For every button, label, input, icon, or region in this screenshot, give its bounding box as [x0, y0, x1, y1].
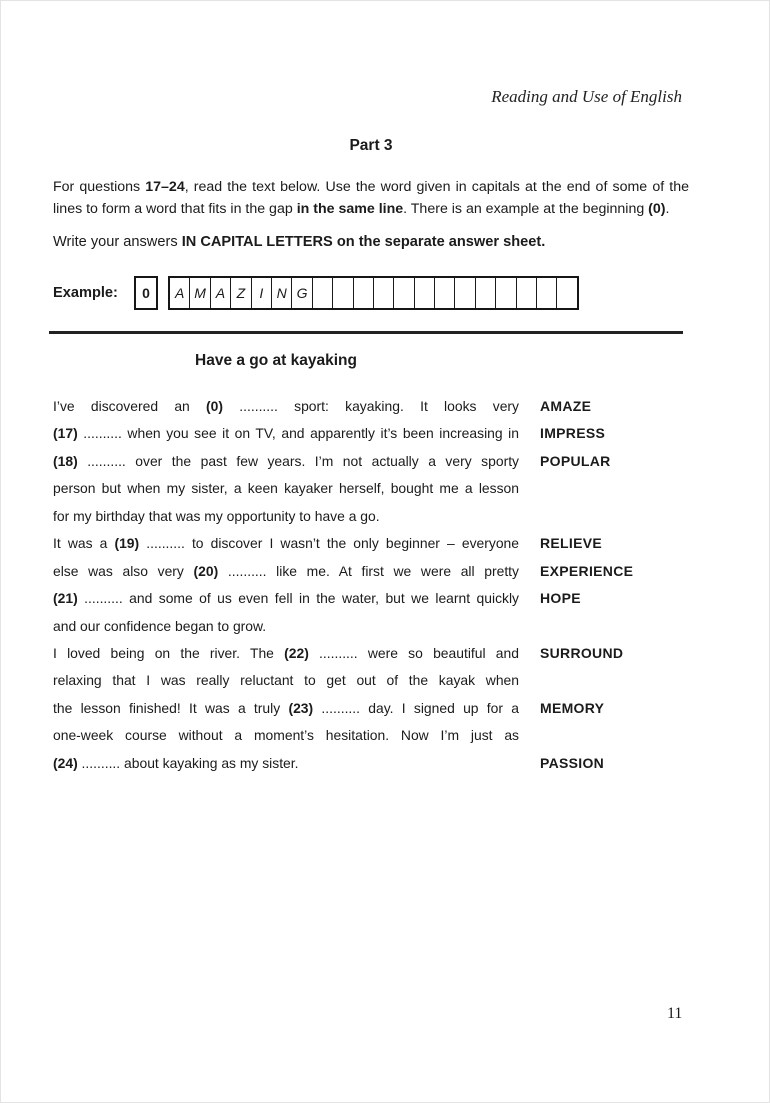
example-label: Example:: [53, 285, 118, 301]
passage-line-text: [53, 503, 519, 530]
instruction-line: [53, 177, 689, 199]
text-segment: .......... were so beautiful and: [308, 644, 519, 661]
keyword-label: MEMORY: [540, 699, 605, 716]
text-segment: .......... about kayaking as my sister.: [77, 754, 299, 771]
passage-line: [53, 558, 713, 585]
text-segment: .......... like me. At first we were all pretty: [218, 562, 519, 579]
passage-line: [53, 475, 713, 502]
passage-line-text: [53, 667, 519, 694]
part-title: Part 3: [349, 137, 393, 154]
answer-cell: [516, 278, 536, 308]
text-segment: lines to form a word that fits in the gap: [53, 200, 297, 217]
text-segment: (24): [53, 754, 78, 771]
text-segment: Write your answers: [53, 234, 182, 250]
passage-line: [53, 667, 713, 694]
passage-line-text: [53, 558, 519, 585]
text-segment: for my birthday that was my opportunity to have a go.: [53, 507, 380, 524]
text-segment: For questions: [53, 179, 146, 195]
example-answer-grid: [168, 276, 579, 310]
answer-cell: [312, 278, 332, 308]
passage-title: Have a go at kayaking: [195, 352, 357, 369]
answer-cell: [536, 278, 556, 308]
passage-line: [53, 530, 713, 557]
page-header: Reading and Use of English: [491, 87, 682, 106]
passage-line-text: [53, 448, 519, 475]
answer-cell: [434, 278, 454, 308]
text-segment: .......... over the past few years. I’m not actually a very sporty: [77, 452, 519, 469]
text-segment: else was also very: [53, 562, 194, 579]
text-segment: .......... day. I signed up for a: [313, 699, 520, 716]
answer-cell: [414, 278, 434, 308]
example-row: [53, 276, 579, 310]
passage-line-text: [53, 585, 519, 612]
text-segment: (18): [53, 452, 78, 469]
section-divider: [49, 331, 683, 334]
passage-line-text: [53, 722, 519, 749]
answer-cell: G: [291, 278, 311, 308]
text-segment: .......... and some of us even fell in the water, but we learnt quickly: [77, 590, 519, 607]
passage-line-text: [53, 750, 519, 777]
passage-line: [53, 640, 713, 667]
passage-line: [53, 695, 713, 722]
text-segment: in the same line: [296, 200, 404, 217]
text-segment: (17): [53, 425, 78, 442]
passage-line-text: [53, 530, 519, 557]
text-segment: relaxing that I was really reluctant to get out of the kayak when: [53, 672, 519, 689]
answer-cell: I: [251, 278, 271, 308]
text-segment: .......... when you see it on TV, and apparently it’s been increasing in: [77, 425, 519, 442]
keyword-label: EXPERIENCE: [540, 562, 634, 579]
text-segment: It was a: [53, 535, 115, 552]
write-answers-line: [53, 234, 545, 250]
text-segment: (20): [193, 562, 219, 579]
answer-cell: [556, 278, 576, 308]
text-segment: I loved being on the river. The: [53, 644, 285, 661]
passage-line-text: [53, 695, 519, 722]
keyword-label: AMAZE: [540, 398, 592, 414]
passage-line-text: [53, 393, 519, 420]
passage: [53, 393, 713, 777]
answer-cell: [332, 278, 352, 308]
answer-cell: A: [210, 278, 230, 308]
keyword-label: POPULAR: [540, 452, 611, 469]
text-segment: one-week course without a moment’s hesitation. Now I’m just as: [53, 727, 519, 744]
passage-line: [53, 722, 713, 749]
text-segment: the lesson finished! It was a truly: [53, 699, 289, 716]
passage-line-text: [53, 640, 519, 667]
answer-cell: [373, 278, 393, 308]
passage-line: [53, 613, 713, 640]
answer-cell: [475, 278, 495, 308]
passage-line: [53, 585, 713, 612]
text-segment: I’ve discovered an: [53, 398, 207, 414]
example-number-box: 0: [134, 276, 158, 310]
keyword-label: IMPRESS: [540, 425, 606, 442]
answer-cell: [393, 278, 413, 308]
passage-line-text: [53, 613, 519, 640]
text-segment: 17–24: [145, 179, 185, 195]
text-segment: .......... sport: kayaking. It looks very: [223, 398, 519, 414]
passage-line-text: [53, 475, 519, 502]
passage-line: [53, 503, 713, 530]
text-segment: (23): [288, 699, 314, 716]
text-segment: (19): [114, 535, 140, 552]
answer-cell: Z: [230, 278, 250, 308]
passage-line: [53, 393, 713, 420]
passage-line-text: [53, 420, 519, 447]
answer-cell: M: [189, 278, 209, 308]
answer-cell: [495, 278, 515, 308]
text-segment: person but when my sister, a keen kayaker herself, bought me a lesson: [53, 480, 519, 497]
keyword-label: PASSION: [540, 754, 605, 771]
text-segment: (21): [53, 590, 78, 607]
passage-line: [53, 448, 713, 475]
text-segment: (22): [284, 644, 309, 661]
answer-cell: N: [271, 278, 291, 308]
text-segment: (0): [206, 398, 224, 414]
text-segment: , read the text below. Use the word given in capitals at the end of some of the: [184, 179, 689, 195]
text-segment: .: [665, 200, 670, 217]
keyword-label: RELIEVE: [540, 535, 603, 552]
instructions: [53, 177, 689, 220]
answer-cell: A: [175, 285, 185, 301]
text-segment: IN CAPITAL LETTERS on the separate answer sheet.: [181, 234, 546, 250]
text-segment: (0): [648, 200, 666, 217]
text-segment: and our confidence began to grow.: [53, 617, 267, 634]
answer-cell: [353, 278, 373, 308]
keyword-label: SURROUND: [540, 644, 624, 661]
instruction-line: [53, 199, 689, 221]
keyword-label: HOPE: [540, 590, 581, 607]
page-number: 11: [667, 1005, 683, 1022]
passage-line: [53, 420, 713, 447]
answer-cell: [454, 278, 474, 308]
text-segment: . There is an example at the beginning: [403, 200, 649, 217]
passage-line: [53, 750, 713, 777]
text-segment: .......... to discover I wasn’t the only beginner – everyone: [139, 535, 519, 552]
